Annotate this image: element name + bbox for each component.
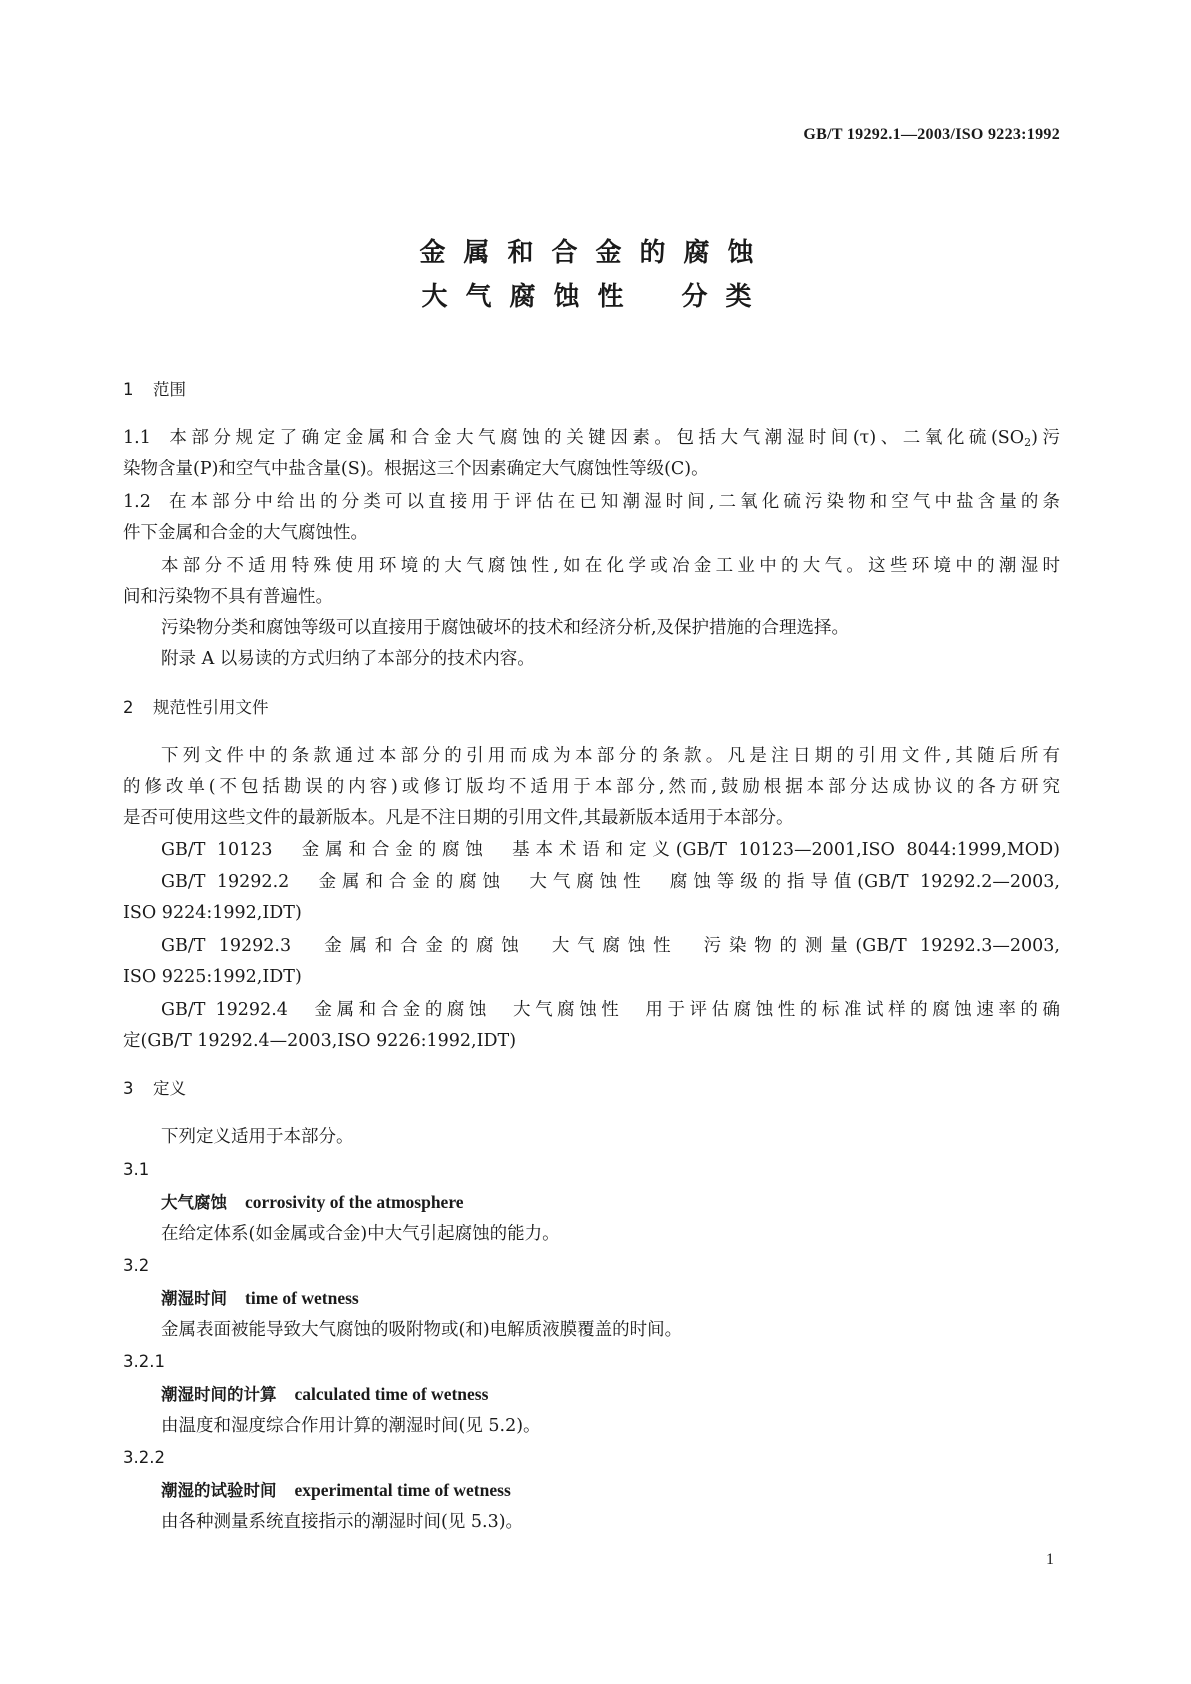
- term-zh: 潮湿时间的计算: [161, 1385, 277, 1404]
- reference-item: GB/T 19292.4 金属和合金的腐蚀 大气腐蚀性 用于评估腐蚀性的标准试样的腐蚀速率的确: [161, 1000, 1060, 1020]
- reference-item-cont: ISO 9224:1992,IDT): [123, 903, 302, 923]
- clause-1-2-line1: [123, 490, 1060, 514]
- reference-item: GB/T 19292.2 金属和合金的腐蚀 大气腐蚀性 腐蚀等级的指导值(GB/T 19292.2—2003,: [161, 872, 1060, 892]
- reference-item: GB/T 10123 金属和合金的腐蚀 基本术语和定义(GB/T 10123—2001,ISO 8044:1999,MOD): [161, 840, 1060, 860]
- reference-item-cont: ISO 9225:1992,IDT): [123, 967, 302, 987]
- term-zh: 大气腐蚀: [161, 1193, 227, 1212]
- term-definition: 由各种测量系统直接指示的潮湿时间(见 5.3)。: [161, 1512, 524, 1532]
- section-number: 2: [123, 698, 134, 717]
- reference-item-cont: 定(GB/T 19292.4—2003,ISO 9226:1992,IDT): [123, 1031, 517, 1051]
- term-en: corrosivity of the atmosphere: [245, 1192, 464, 1212]
- section-title: 范围: [153, 380, 186, 399]
- paragraph-line: 下列定义适用于本部分。: [161, 1127, 354, 1147]
- section-number: 3: [123, 1079, 134, 1098]
- term-number: 3.2: [123, 1256, 150, 1275]
- clause-number: 1.1: [123, 428, 151, 448]
- term-zh: 潮湿的试验时间: [161, 1481, 277, 1500]
- term-definition: 在给定体系(如金属或合金)中大气引起腐蚀的能力。: [161, 1224, 560, 1244]
- paragraph-line: 污染物分类和腐蚀等级可以直接用于腐蚀破坏的技术和经济分析,及保护措施的合理选择。: [161, 618, 850, 638]
- paragraph-line: 是否可使用这些文件的最新版本。凡是不注日期的引用文件,其最新版本适用于本部分。: [123, 808, 794, 828]
- document-title-line1: 金属和合金的腐蚀: [419, 238, 772, 268]
- clause-number: 1.2: [123, 492, 151, 512]
- term-en: experimental time of wetness: [294, 1480, 511, 1500]
- text: 本部分规定了确定金属和合金大气腐蚀的关键因素。包括大气潮湿时间(τ)、二氧化硫(SO: [164, 428, 1025, 448]
- clause-1-1-line2: 染物含量(P)和空气中盐含量(S)。根据这三个因素确定大气腐蚀性等级(C)。: [123, 459, 709, 479]
- term-heading: [123, 1382, 1060, 1407]
- section-title: 规范性引用文件: [153, 698, 269, 717]
- section-2-heading: [123, 696, 1060, 720]
- page-number: 1: [1046, 1551, 1054, 1568]
- clause-1-1-line1: [123, 426, 1060, 455]
- term-en: time of wetness: [245, 1288, 359, 1308]
- title-part-b: 分类: [681, 282, 770, 312]
- text: 在本部分中给出的分类可以直接用于评估在已知潮湿时间,二氧化硫污染物和空气中盐含量的条: [164, 492, 1060, 512]
- term-number: 3.2.1: [123, 1352, 165, 1371]
- term-zh: 潮湿时间: [161, 1289, 227, 1308]
- text: )污: [1031, 428, 1060, 448]
- term-heading: [123, 1286, 1060, 1311]
- subscript: 2: [1024, 436, 1032, 449]
- clause-1-2-line2: 件下金属和合金的大气腐蚀性。: [123, 523, 368, 543]
- paragraph-line: 间和污染物不具有普遍性。: [123, 587, 333, 607]
- section-title: 定义: [153, 1079, 186, 1098]
- paragraph-line: 的修改单(不包括勘误的内容)或修订版均不适用于本部分,然而,鼓励根据本部分达成协议的各方研究: [123, 777, 1060, 797]
- term-heading: [123, 1190, 1060, 1215]
- document-title-line2: [0, 276, 1191, 313]
- standard-number-header: GB/T 19292.1—2003/ISO 9223:1992: [803, 126, 1060, 143]
- section-1-heading: [123, 378, 1060, 402]
- term-definition: 金属表面被能导致大气腐蚀的吸附物或(和)电解质液膜覆盖的时间。: [161, 1320, 683, 1340]
- title-part-a: 大气腐蚀性: [421, 282, 642, 312]
- term-definition: 由温度和湿度综合作用计算的潮湿时间(见 5.2)。: [161, 1416, 541, 1436]
- term-en: calculated time of wetness: [294, 1384, 489, 1404]
- section-3-heading: [123, 1077, 1060, 1101]
- paragraph-line: 下列文件中的条款通过本部分的引用而成为本部分的条款。凡是注日期的引用文件,其随后所有: [161, 746, 1060, 766]
- term-number: 3.1: [123, 1160, 150, 1179]
- reference-item: GB/T 19292.3 金属和合金的腐蚀 大气腐蚀性 污染物的测量(GB/T 19292.3—2003,: [161, 936, 1060, 956]
- section-number: 1: [123, 380, 134, 399]
- paragraph-line: 附录 A 以易读的方式归纳了本部分的技术内容。: [161, 649, 535, 669]
- paragraph-line: 本部分不适用特殊使用环境的大气腐蚀性,如在化学或冶金工业中的大气。这些环境中的潮湿时: [161, 556, 1060, 576]
- term-heading: [123, 1478, 1060, 1503]
- term-number: 3.2.2: [123, 1448, 165, 1467]
